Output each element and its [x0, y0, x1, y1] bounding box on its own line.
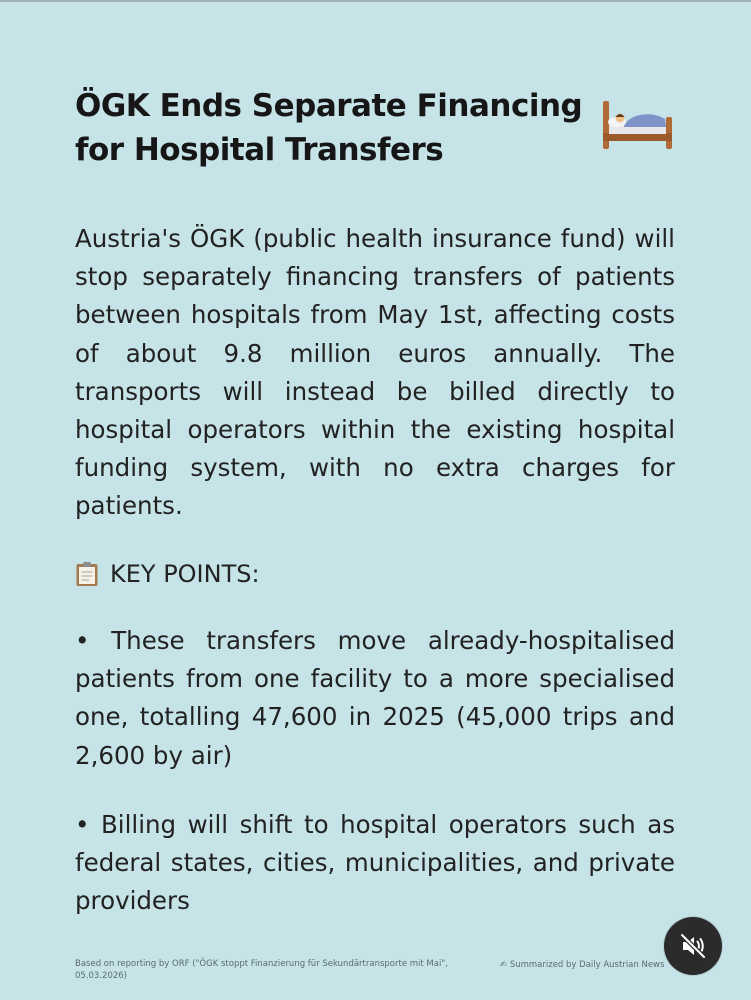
- clipboard-icon: [75, 561, 99, 587]
- key-points-label: KEY POINTS:: [110, 560, 260, 588]
- key-point: • Billing will shift to hospital operators such as federal states, cities, municipalities, and private providers: [75, 810, 675, 916]
- bed-icon: [600, 97, 676, 153]
- key-points-heading: [75, 556, 260, 592]
- key-point: • These transfers move already-hospitalised patients from one facility to a more specialised one, totalling 47,600 in 2025 (45,000 trips and 2,600 by air): [75, 626, 675, 770]
- muted-speaker-icon: [678, 931, 708, 961]
- post-title: ÖGK Ends Separate Financing for Hospital Transfers: [75, 88, 583, 168]
- source-attribution: Based on reporting by ORF ("ÖGK stoppt Finanzierung für Sekundärtransporte mit Mai", 05.03.2026): [75, 959, 448, 981]
- article-summary: Austria's ÖGK (public health insurance fund) will stop separately financing transfers of patients between hospitals from May 1st, affecting costs of about 9.8 million euros annually. The transports will instead be billed directly to hospital operators within the existing hospital funding system, with no extra charges for patients.: [75, 224, 675, 521]
- news-card: [0, 2, 751, 1000]
- summary-credit: ✍ Summarized by Daily Austrian News: [500, 960, 665, 970]
- mute-button[interactable]: [664, 917, 722, 975]
